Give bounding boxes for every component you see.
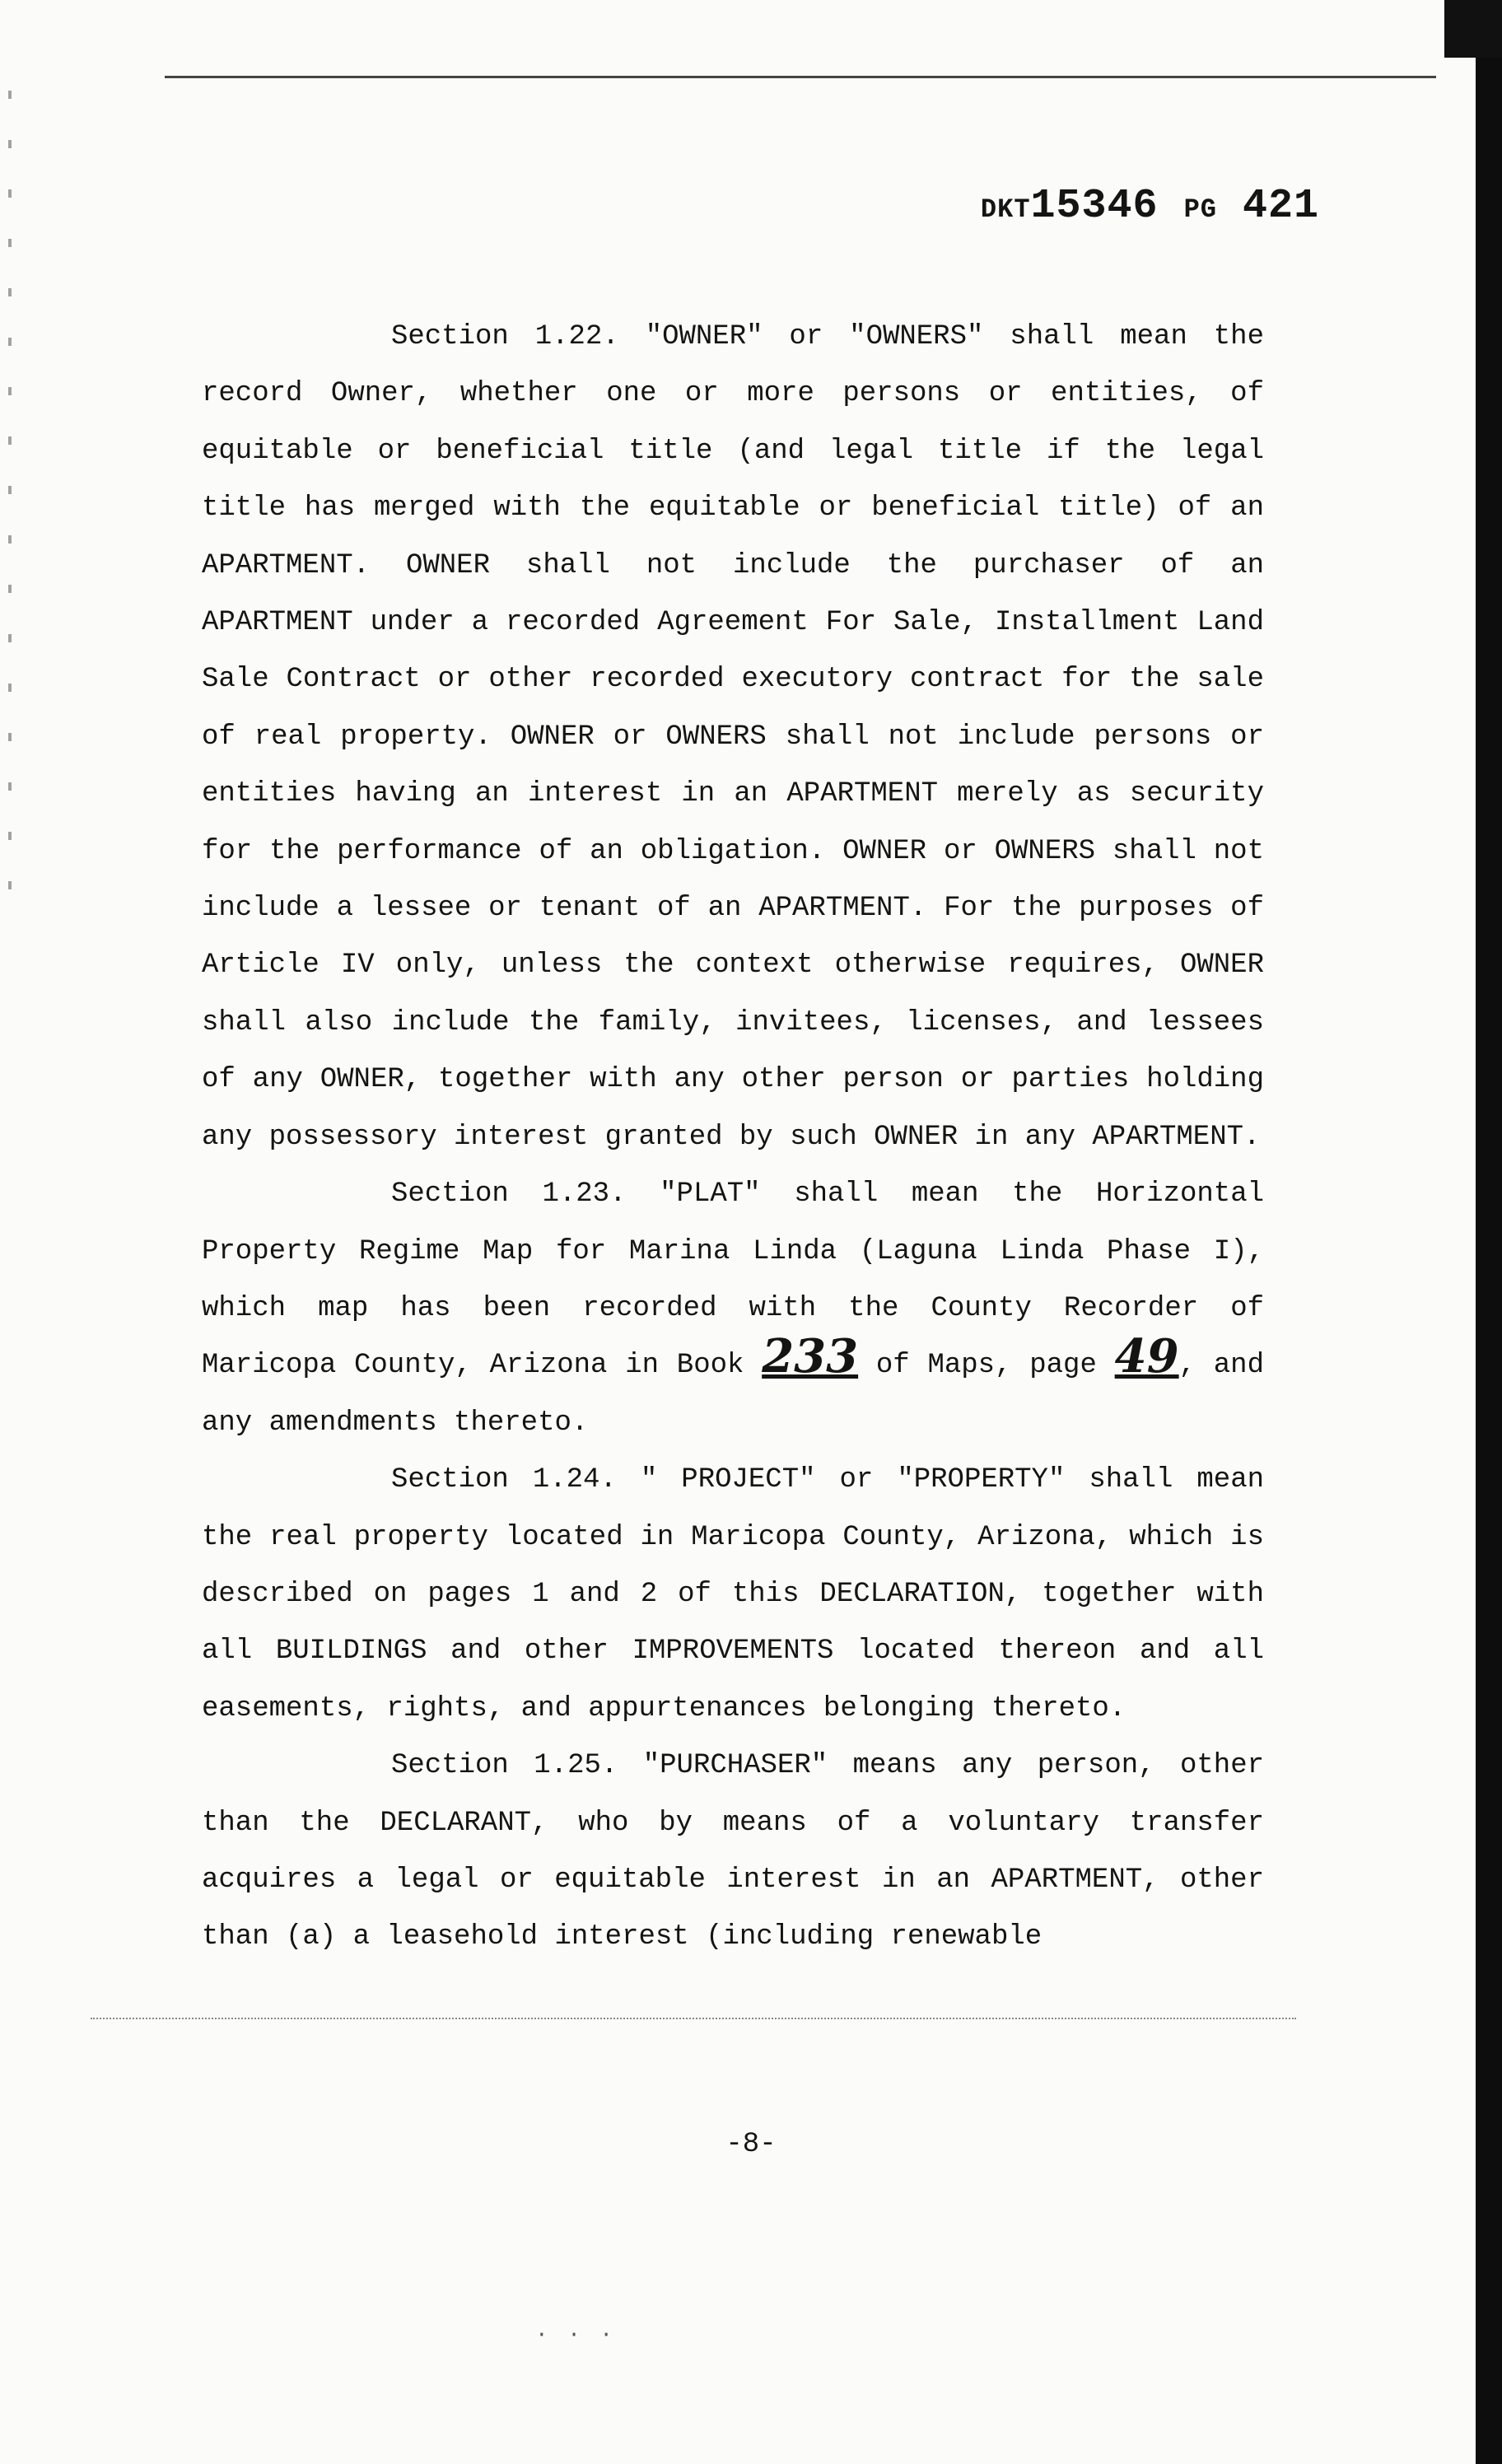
page-number: -8- [725,2129,777,2160]
section-1-23 [202,1166,1264,1452]
section-lead: Section 1.24. [391,1464,617,1496]
docket-reference [981,183,1319,230]
section-1-25 [202,1738,1264,1967]
scan-specks: · · · [535,2322,617,2347]
section-lead: Section 1.22. [391,321,619,352]
top-rule [165,76,1436,78]
section-text-after: , and any amendments thereto. [202,1350,1264,1439]
section-text: "OWNER" or "OWNERS" shall mean the record Owner, whether one or more persons or entities, of equitable or beneficial title (and legal title if the legal title has merged with the equitable or beneficial title) of an APARTMENT. OWNER shall not include the purchaser of an APARTMENT under a recorded Agreement For Sale, Installment Land Sale Contract or other recorded executory contract for the sale of real property. OWNER or OWNERS shall not include persons or entities having an interest in an APARTMENT merely as security for the performance of an obligation. OWNER or OWNERS shall not include a lessee or tenant of an APARTMENT. For the purposes of Article IV only, unless the context otherwise requires, OWNER shall also include the family, invitees, licenses, and lessees of any OWNER, together with any other person or parties holding any possessory interest granted by such OWNER in any APARTMENT. [202,321,1264,1153]
document-body [202,309,1264,1967]
docket-page-number: 421 [1242,183,1319,230]
docket-number: 15346 [1030,183,1159,230]
scan-corner-shadow [1444,0,1502,58]
section-1-24 [202,1452,1264,1738]
section-lead: Section 1.23. [391,1178,627,1211]
left-edge-marks [8,91,12,914]
section-text: " PROJECT" or "PROPERTY" shall mean the real property located in Maricopa County, Arizona, which is described on pages 1 and 2 of this DECLARATION, together with all BUILDINGS and other IMPROVEMENTS located thereon and all easements, rights, and appurtenances belonging thereto. [202,1464,1265,1724]
page-label: PG [1183,194,1217,225]
section-text: "PURCHASER" means any person, other than the DECLARANT, who by means of a voluntary transfer acquires a legal or equitable interest in an APARTMENT, other than (a) a leasehold interest (including renewable [202,1750,1264,1953]
section-text: "PLAT" shall mean the Horizontal Property Regime Map for Marina Linda (Laguna Linda Phase I), which map has been recorded with the County Recorder of Maricopa County, Arizona in Book [202,1178,1265,1382]
section-text-between: of Maps, page [875,1350,1097,1382]
section-lead: Section 1.25. [391,1750,618,1782]
dotted-rule [91,2018,1296,2019]
handwritten-book-number: 233 [762,1329,859,1384]
docket-prefix: DKT [980,194,1031,225]
scan-edge-shadow [1476,0,1502,2464]
section-1-22 [202,309,1264,1166]
handwritten-page-number: 49 [1114,1329,1179,1384]
